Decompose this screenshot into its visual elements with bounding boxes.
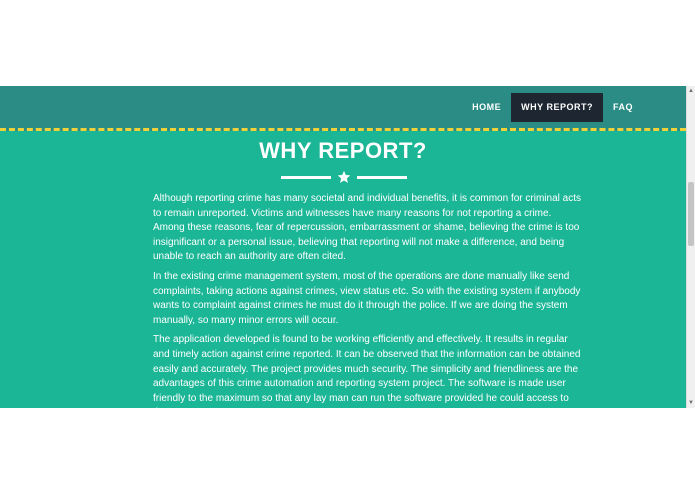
divider-line-left bbox=[281, 176, 331, 179]
paragraph-application: The application developed is found to be working efficiently and effectively. It results in regular and timely action against crime reported. It can be observed that the information can be obtained easily and accurately. The project provides much security. The simplicity and friendliness are the advantages of this crime automation and reporting system project. The software is made user friendly to the maximum so that any lay man can run the software provided he could access to the bbox=[153, 334, 581, 419]
star-icon bbox=[337, 170, 351, 184]
paragraph-existing-system: In the existing crime management system, most of the operations are done manually like send complaints, taking actions against crimes, view status etc. So with the existing system if anybody wants to complaint against crimes he must do it through the police. If we are doing the system manually, so many minor errors will occur. bbox=[153, 270, 581, 326]
nav-home-link[interactable]: HOME bbox=[472, 102, 502, 112]
paragraph-intro: Although reporting crime has many societal and individual benefits, it is common for criminal acts to remain unreported. Victims and witnesses have many reasons for not reporting a crime. Among these reasons, fear of repercussion, embarrassment or shame, believing the crime is too insignificant or a personal issue, believing that reporting will not make a difference, and being unable to reach an authority are often cited. bbox=[153, 193, 581, 263]
nav-links bbox=[462, 93, 686, 122]
scrollbar-thumb[interactable] bbox=[688, 182, 694, 246]
nav-why-report-link[interactable]: WHY REPORT? bbox=[511, 93, 603, 122]
title-divider bbox=[281, 170, 407, 184]
vertical-scrollbar[interactable] bbox=[686, 86, 695, 408]
divider-line-right bbox=[357, 176, 407, 179]
arrow-down-icon[interactable]: ▼ bbox=[688, 400, 694, 406]
section-title: WHY REPORT? bbox=[259, 138, 427, 163]
navbar bbox=[0, 86, 686, 131]
nav-faq-link[interactable]: FAQ bbox=[612, 102, 633, 112]
section-content bbox=[153, 192, 585, 426]
page-viewport bbox=[0, 86, 686, 419]
arrow-up-icon[interactable]: ▲ bbox=[688, 88, 694, 94]
